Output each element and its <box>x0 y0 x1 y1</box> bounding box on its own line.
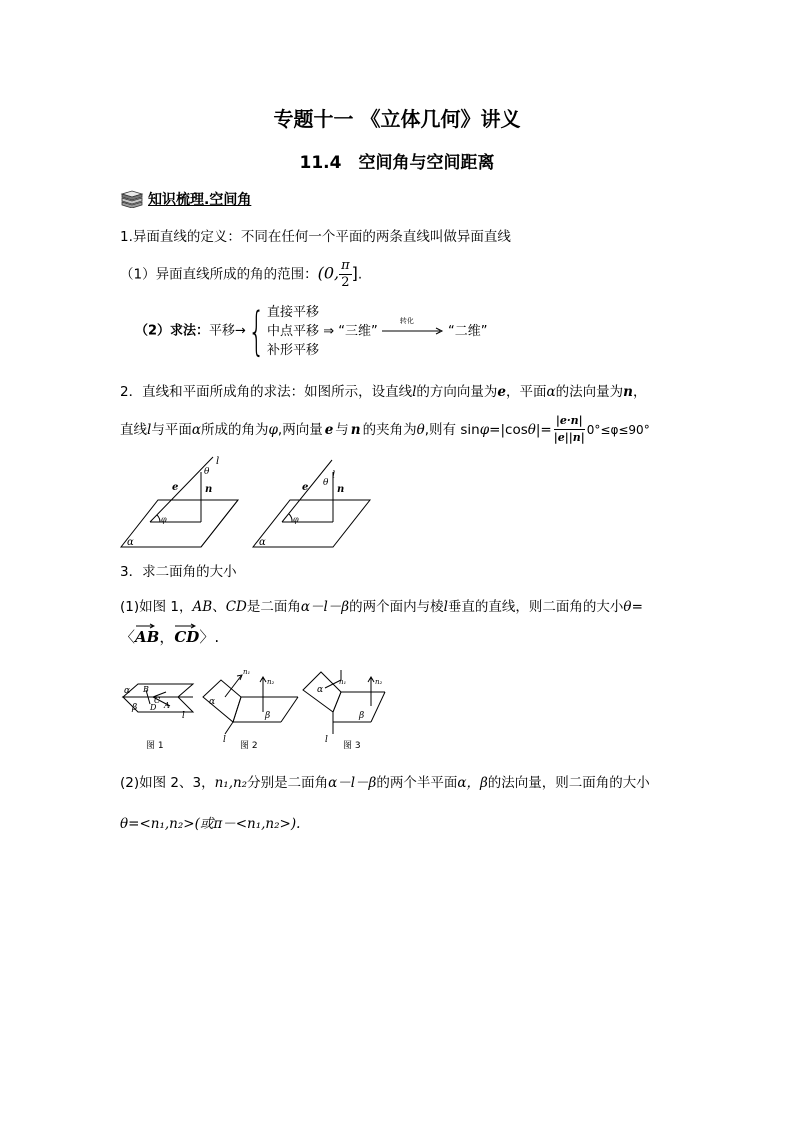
label-b: B <box>143 685 149 694</box>
label-n1: n₁ <box>243 668 251 676</box>
plane-alpha-full <box>121 500 238 547</box>
label-l: l <box>223 735 226 745</box>
text: =|cos <box>489 421 528 438</box>
method-item: 直接平移 <box>267 305 320 320</box>
text: 的方向向量为 <box>416 384 498 400</box>
text: 的法向量，则二面角的大小 <box>487 775 650 791</box>
vec-e: e <box>497 384 507 400</box>
vec-n: n <box>350 421 361 438</box>
figure-caption: 图 2 <box>240 741 258 751</box>
two-d-label: “二维” <box>448 324 488 339</box>
left-brace: { <box>248 301 265 362</box>
frac-den: |e||n| <box>553 431 585 444</box>
angle-bracket-open: 〈 <box>120 628 136 646</box>
label-l: l <box>182 711 185 721</box>
definition-line: 1.异面直线的定义：不同在任何一个平面的两条直线叫做异面直线 <box>120 229 511 245</box>
text: |= <box>535 421 552 438</box>
dihedral-symbol: α－l－β <box>328 775 377 791</box>
angle-range-line <box>120 258 362 291</box>
three-d-label: “三维” <box>338 324 378 339</box>
frac-num: π <box>341 258 350 273</box>
method-line <box>135 303 488 360</box>
label-phi: φ <box>161 515 167 524</box>
label-n: n <box>337 484 345 495</box>
text: 是二面角 <box>246 599 301 615</box>
label-theta: θ <box>323 478 329 488</box>
label-theta: θ <box>204 467 210 477</box>
sym-l: l <box>147 421 152 438</box>
text: 的两个半平面 <box>376 775 458 791</box>
text: 分别是二面角 <box>247 775 329 791</box>
angle-bracket-close: 〉. <box>199 628 220 646</box>
angle-arc-phi <box>289 514 292 522</box>
plane-alpha <box>121 500 238 547</box>
plane-edge-right <box>201 500 238 547</box>
method-label: （2）求法： <box>135 323 210 339</box>
page-title: 专题十一 《立体几何》讲义 <box>273 107 521 131</box>
label-a: A <box>164 701 170 710</box>
label-c: C <box>154 696 161 705</box>
half-planes: α，β <box>457 775 488 791</box>
text: ， <box>159 628 175 646</box>
section-header <box>120 189 251 209</box>
dihedral-figure-2 <box>203 668 298 751</box>
text: = <box>631 599 643 615</box>
angle-range: 0°≤φ≤90° <box>586 422 650 437</box>
label-alpha: α <box>317 685 324 695</box>
angle-arc-phi <box>157 515 160 522</box>
label-phi: φ <box>293 515 299 524</box>
text: 2．直线和平面所成角的求法：如图所示，设直线 <box>120 384 413 400</box>
text: 与平面 <box>151 421 192 438</box>
line-plane-line-1 <box>120 383 646 401</box>
seg-ab: AB <box>135 628 160 646</box>
line-plane-figure-2 <box>250 452 500 552</box>
label-n2: n₂ <box>267 678 275 686</box>
sym-theta: θ <box>623 599 632 615</box>
range-open: (0, <box>317 263 340 283</box>
label-l: l <box>216 456 220 467</box>
text: 垂直的直线，则二面角的大小 <box>447 599 624 615</box>
dihedral-normal-line-1 <box>120 774 650 792</box>
section-label: 知识梳理.空间角 <box>148 192 252 208</box>
label-alpha: α <box>124 686 131 696</box>
label-l: l <box>332 470 336 481</box>
text: 所成的角为 <box>200 421 269 438</box>
dihedral-symbol: α－l－β <box>300 599 350 615</box>
frac-den: 2 <box>341 275 350 290</box>
range-close: ] <box>351 263 358 283</box>
seg-ab: AB <box>192 599 213 615</box>
label-n2: n₂ <box>375 678 383 686</box>
text: 的法向量为 <box>555 384 624 400</box>
plane-alpha <box>253 500 370 547</box>
label-beta: β <box>359 711 365 721</box>
label-n1: n₁ <box>339 678 347 686</box>
figure-caption: 图 3 <box>343 741 361 751</box>
method-item: 补形平移 <box>267 343 320 358</box>
pi-over-two <box>339 258 352 291</box>
label-alpha: α <box>209 697 216 707</box>
sym-theta: θ <box>527 421 536 438</box>
sym-alpha: α <box>546 384 556 400</box>
method-lead: 平移→ <box>209 323 246 339</box>
sym-alpha: α <box>191 421 201 438</box>
text: (2)如图 2、3， <box>120 775 215 791</box>
sym-phi: φ <box>268 421 278 438</box>
range-end: . <box>357 266 363 283</box>
sym-l: l <box>412 384 417 400</box>
text: 与 <box>335 421 349 438</box>
page-subtitle: 11.4 空间角与空间距离 <box>299 153 495 173</box>
line-plane-line-2 <box>120 413 650 446</box>
text: (1)如图 1， <box>120 599 193 615</box>
normals-n1-n2: n₁,n₂ <box>214 775 248 791</box>
convert-label: 转化 <box>399 317 414 325</box>
label-alpha: α <box>127 537 134 548</box>
dihedral-normal-formula: θ=<n₁,n₂>(或π－<n₁,n₂>). <box>120 816 301 832</box>
label-alpha: α <box>259 537 266 548</box>
label-d: D <box>150 703 157 712</box>
vec-n: n <box>623 384 633 400</box>
method-item: 中点平移 <box>267 324 320 339</box>
label-l: l <box>325 735 328 745</box>
text: ，平面 <box>506 384 547 400</box>
books-icon <box>120 190 144 208</box>
sin-formula-fraction <box>554 413 585 446</box>
vec-ab <box>135 628 159 646</box>
dihedral-heading: 3．求二面角的大小 <box>120 564 237 580</box>
text: ， <box>632 384 647 400</box>
text: 的两个面内与棱 <box>349 599 444 615</box>
figure-caption: 图 1 <box>146 741 164 751</box>
vec-cd <box>174 628 199 646</box>
implies-arrow: ⇒ <box>323 324 335 339</box>
dihedral-figure-3 <box>303 670 385 751</box>
method-item-row <box>267 317 488 341</box>
seg-cd: CD <box>174 628 200 646</box>
label-e: e <box>172 482 179 493</box>
frac-num: |e·n| <box>554 413 585 430</box>
seg-cd: CD <box>225 599 247 615</box>
text: 、 <box>212 599 226 615</box>
label-beta: β <box>265 711 271 721</box>
text: ,两向量 <box>277 421 323 438</box>
label-beta: β <box>132 703 138 713</box>
dihedral-line-2 <box>120 628 219 646</box>
dihedral-line-1 <box>120 598 643 616</box>
label-e: e <box>302 482 309 493</box>
label-n: n <box>205 484 213 495</box>
text: ,则有 sin <box>424 421 480 438</box>
text: 直线 <box>120 421 147 438</box>
dihedral-figure-1 <box>123 684 193 751</box>
dihedral-figures <box>118 662 398 757</box>
vec-e: e <box>324 421 334 438</box>
text: 的夹角为 <box>362 421 417 438</box>
vector-arrow-icon <box>174 623 196 629</box>
sym-theta: θ <box>416 421 425 438</box>
range-prefix: （1）异面直线所成的角的范围： <box>120 266 318 283</box>
vector-arrow-icon <box>135 623 155 629</box>
sym-phi: φ <box>479 421 490 438</box>
edge-l: l <box>443 599 448 615</box>
method-list <box>267 303 487 360</box>
convert-arrow <box>382 317 444 341</box>
